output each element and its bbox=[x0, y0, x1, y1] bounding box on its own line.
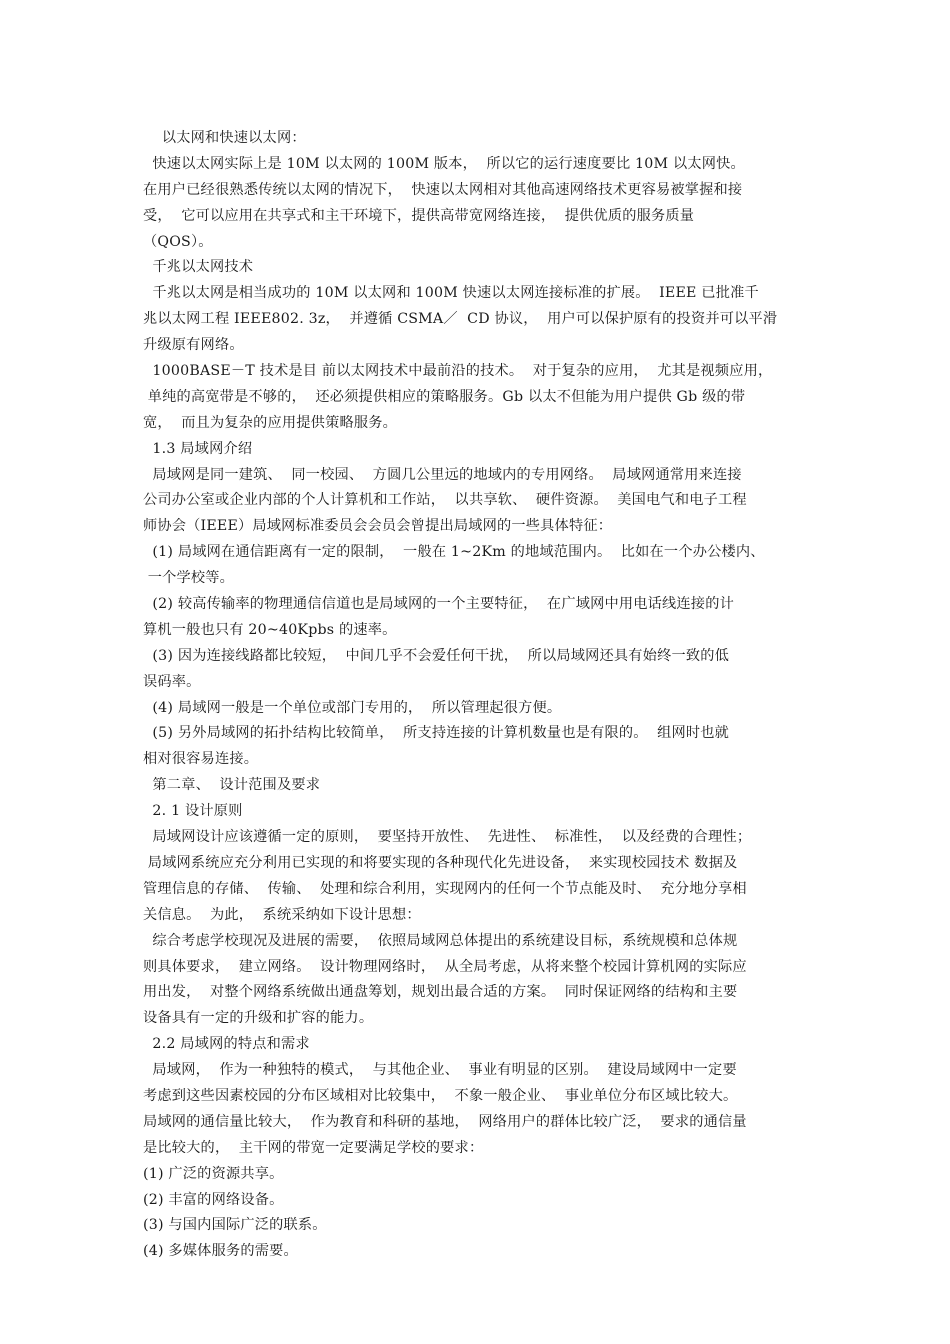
text-line: （QOS）。 bbox=[143, 233, 213, 250]
text-line: 公司办公室或企业内部的个人计算机和工作站， 以共享软、 硬件资源。 美国电气和电子工程 bbox=[143, 492, 747, 509]
text-line: 升级原有网络。 bbox=[143, 337, 244, 354]
text-line: 则具体要求， 建立网络。 设计物理网络时， 从全局考虑，从将来整个校园计算机网的实际应 bbox=[143, 958, 747, 975]
text-line: 一个学校等。 bbox=[143, 570, 235, 587]
text-line: 综合考虑学校现况及进展的需要， 依照局域网总体提出的系统建设目标，系统规模和总体规 bbox=[143, 932, 738, 949]
text-line: 单纯的高宽带是不够的， 还必须提供相应的策略服务。Gb 以太不但能为用户提供 Gb 级的带 bbox=[143, 388, 746, 405]
text-line: 局域网的通信量比较大， 作为教育和科研的基地， 网络用户的群体比较广泛， 要求的通信量 bbox=[143, 1113, 747, 1130]
text-line: 是比较大的， 主干网的带宽一定要满足学校的要求： bbox=[143, 1139, 484, 1156]
section-heading: 千兆以太网技术 bbox=[143, 259, 254, 276]
list-item: (2) 丰富的网络设备。 bbox=[143, 1191, 284, 1208]
list-item: (4) 局域网一般是一个单位或部门专用的， 所以管理起很方便。 bbox=[143, 699, 562, 716]
text-line: 1000BASE－T 技术是目 前以太网技术中最前沿的技术。 对于复杂的应用， 尤其是视频应用， bbox=[143, 363, 773, 380]
list-item: (1) 广泛的资源共享。 bbox=[143, 1165, 284, 1182]
section-heading: 1.3 局域网介绍 bbox=[143, 440, 253, 457]
list-item: (2) 较高传输率的物理通信信道也是局域网的一个主要特征， 在广域网中用电话线连接的计 bbox=[143, 596, 734, 613]
text-line: 算机一般也只有 20~40Kpbs 的速率。 bbox=[143, 621, 397, 638]
section-heading: 2. 1 设计原则 bbox=[143, 803, 243, 820]
text-line: 设备具有一定的升级和扩容的能力。 bbox=[143, 1010, 374, 1027]
section-heading: 2.2 局域网的特点和需求 bbox=[143, 1036, 310, 1053]
text-line: 宽， 而且为复杂的应用提供策略服务。 bbox=[143, 414, 398, 431]
text-line: 局域网系统应充分利用已实现的和将要实现的各种现代化先进设备， 来实现校园技术 数据及 bbox=[143, 854, 738, 871]
text-line: 师协会（IEEE）局域网标准委员会会员会曾提出局域网的一些具体特征： bbox=[143, 518, 613, 535]
text-line: 以太网和快速以太网： bbox=[143, 130, 306, 146]
list-item: (5) 另外局域网的拓扑结构比较简单， 所支持连接的计算机数量也是有限的。 组网时也就 bbox=[143, 725, 730, 742]
chapter-heading: 第二章、 设计范围及要求 bbox=[143, 777, 321, 794]
list-item: (3) 与国内国际广泛的联系。 bbox=[143, 1217, 327, 1234]
text-line: 在用户已经很熟悉传统以太网的情况下， 快速以太网相对其他高速网络技术更容易被掌握和接 bbox=[143, 181, 743, 198]
text-line: 局域网， 作为一种独特的模式， 与其他企业、 事业有明显的区别。 建设局域网中一定要 bbox=[143, 1062, 737, 1079]
text-line: 快速以太网实际上是 10M 以太网的 100M 版本， 所以它的运行速度要比 10M 以太网快。 bbox=[143, 155, 745, 172]
text-line: 用出发， 对整个网络系统做出通盘筹划，规划出最合适的方案。 同时保证网络的结构和主要 bbox=[143, 984, 738, 1001]
text-line: 管理信息的存储、 传输、 处理和综合利用，实现网内的任何一个节点能及时、 充分地分享相 bbox=[143, 880, 747, 897]
text-line: 局域网设计应该遵循一定的原则， 要坚持开放性、 先进性、 标准性， 以及经费的合理性； bbox=[143, 829, 752, 846]
list-item: (3) 因为连接线路都比较短， 中间几乎不会爱任何干扰， 所以局域网还具有始终一致的低 bbox=[143, 647, 730, 664]
text-line: 受， 它可以应用在共享式和主干环境下，提供高带宽网络连接， 提供优质的服务质量 bbox=[143, 207, 695, 224]
text-line: 关信息。 为此， 系统采纳如下设计思想： bbox=[143, 906, 421, 923]
text-line: 误码率。 bbox=[143, 673, 201, 690]
text-line: 兆以太网工程 IEEE802. 3z， 并遵循 CSMA／ CD 协议， 用户可以保护原有的投资并可以平滑 bbox=[143, 311, 778, 328]
list-item: (1) 局域网在通信距离有一定的限制， 一般在 1~2Km 的地域范围内。 比如在一个办公楼内、 bbox=[143, 544, 765, 561]
text-line: 考虑到这些因素校园的分布区域相对比较集中， 不象一般企业、 事业单位分布区域比较大。 bbox=[143, 1087, 738, 1104]
text-line: 千兆以太网是相当成功的 10M 以太网和 100M 快速以太网连接标准的扩展。 IEEE 已批准千 bbox=[143, 285, 759, 302]
document-body bbox=[143, 126, 823, 1265]
text-line: 相对很容易连接。 bbox=[143, 751, 259, 768]
text-line: 局域网是同一建筑、 同一校园、 方圆几公里远的地域内的专用网络。 局域网通常用来连接 bbox=[143, 466, 742, 483]
list-item: (4) 多媒体服务的需要。 bbox=[143, 1243, 298, 1260]
